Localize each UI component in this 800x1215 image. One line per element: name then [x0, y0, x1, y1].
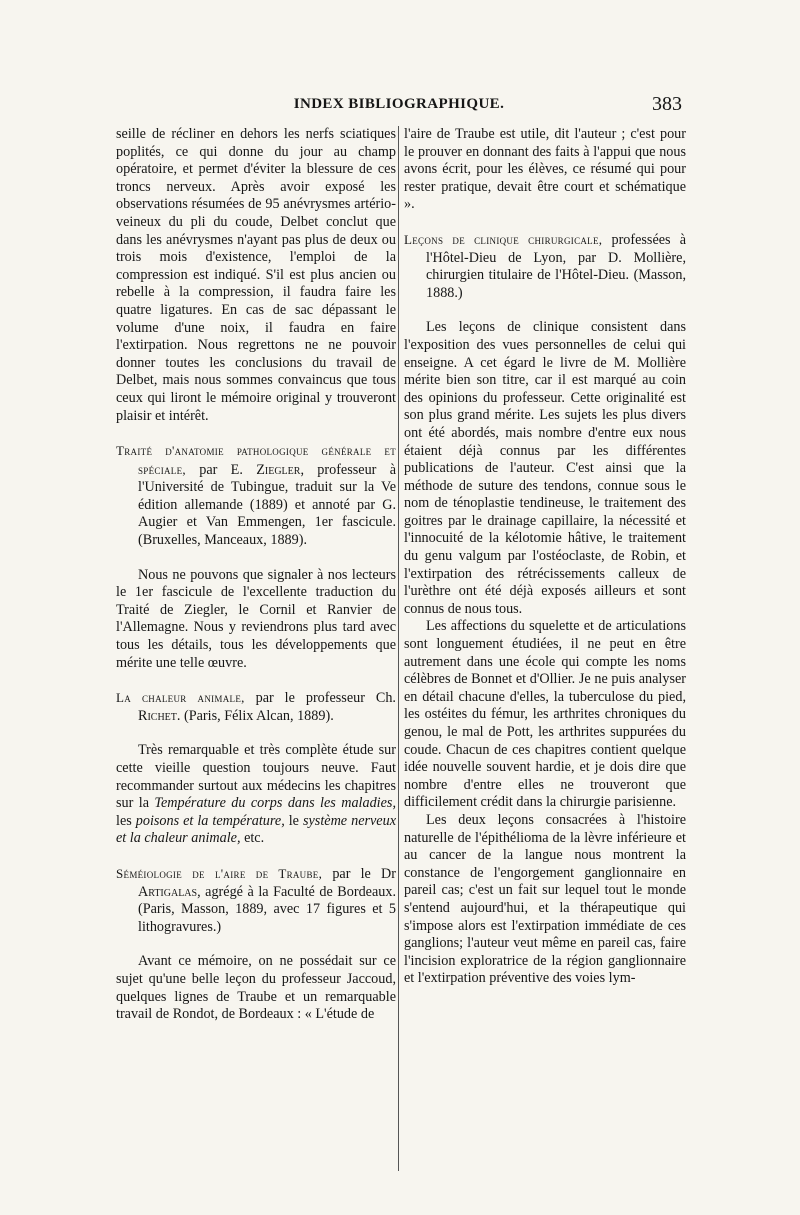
bibliography-entry-ziegler: Traité d'anatomie pathologique générale et spéciale, par E. Ziegler, professeur à l'Université de Tubingue, traduit sur la Ve édition allemande (1889) et annoté par G. Augier et Van Emmengen, 1er fascicule. (Bruxelles, Manceaux, 1889).	[116, 443, 396, 549]
paragraph-skeleton-affections: Les affections du squelette et de articulations sont longuement étudiées, il ne peut en être autrement dans une école qui compte les noms célèbres de Bonnet et d'Ollier. Je ne puis analyser en détail chacune d'elles, la tuberculose du pied, les ostéites du fémur, les arthrites chroniques du genou, le mal de Pott, les arthrites suppurées du coude. Chacun de ces chapitres contient quelque idée nouvelle souvent hardie, et je dois dire que nombre d'entre elles ne trouveront que difficilement crédit dans la chirurgie parisienne.	[404, 618, 686, 811]
left-column	[116, 126, 396, 1024]
text-columns	[116, 126, 686, 1176]
entry-author: Artigalas	[138, 883, 198, 900]
paragraph-molliere-review: Les leçons de clinique consistent dans l'exposition des vues personnelles de celui qui enseigne. A cet égard le livre de M. Mollière mérite bien son titre, car il est marqué au coin des opinions du professeur. Cette originalité est son plus grand mérite. Les sujets les plus divers ont été abordés, mais nombre d'entre eux nous étaient déjà connus par les différentes publications de l'auteur. C'est ainsi que la méthode de suture des tendons, connue sous le nom de ténoplastie tendineuse, le traitement des goitres par le drainage capillaire, la nécessité et l'innocuité de la kélotomie hâtive, le traitement du genu valgum par l'ostéoclaste, de Robin, et l'extirpation des rétrécissements calleux de l'urèthre ont été déjà exposés ailleurs et sont connus de nous tous.	[404, 319, 686, 617]
paragraph-ziegler-review: Nous ne pouvons que signaler à nos lecteurs le 1er fascicule de l'excellente traduction du Traité de Ziegler, le Cornil et Ranvier de l'Allemagne. Nous y reviendrons plus tard avec tous les détails, tous les développements que mérite une telle œuvre.	[116, 566, 396, 671]
bibliography-entry-molliere: Leçons de clinique chirurgicale, professées à l'Hôtel-Dieu de Lyon, par D. Mollière, chirurgien titulaire de l'Hôtel-Dieu. (Masson, 1888.)	[404, 231, 686, 301]
running-title: INDEX BIBLIOGRAPHIQUE.	[293, 96, 505, 112]
right-column	[404, 126, 686, 988]
entry-author: Ziegler	[256, 461, 301, 478]
bibliography-entry-richet: La chaleur animale, par le professeur Ch. Richet. (Paris, Félix Alcan, 1889).	[116, 690, 396, 724]
entry-author: Richet	[138, 707, 177, 724]
paragraph-delbet-conclusion: seille de récliner en dehors les nerfs sciatiques poplités, ce qui donne du jour au champ opératoire, et permet d'éviter la blessure de ces troncs nerveux. Après avoir exposé les observations résumées de 95 anévrysmes artério-veineux du pli du coude, Delbet conclut que dans les anévrysmes n'ayant pas plus de deux ou trois mois d'existence, l'emploi de la compression est indiqué. S'il est plus ancien ou rebelle à la compression, il faudra faire les quatre ligatures. En cas de sac dépassant le volume d'une noix, il faudra en faire l'extirpation. Nous regrettons ne ne pouvoir donner toutes les conclusions du travail de Delbet, mais nous sommes convaincus que tous ceux qui liront le mémoire original y trouveront plaisir et intérêt.	[116, 126, 396, 424]
bibliography-entry-artigalas: Séméiologie de l'aire de Traube, par le Dr Artigalas, agrégé à la Faculté de Bordeaux. (Paris, Masson, 1889, avec 17 figures et 5 lithogravures.)	[116, 865, 397, 935]
entry-title: Leçons de clinique chirurgicale,	[404, 231, 603, 247]
paragraph-artigalas-review: Avant ce mémoire, on ne possédait sur ce sujet qu'une belle leçon du professeur Jaccoud, quelques lignes de Traube et un remarquable travail de Rondot, de Bordeaux : « L'étude de	[116, 953, 396, 1023]
paragraph-epithelioma: Les deux leçons consacrées à l'histoire naturelle de l'épithélioma de la lèvre inférieure et au cancer de la langue nous montrent la constance de l'engorgement ganglionnaire en pareil cas; c'est un fait sur lequel tout le monde s'entend aujourd'hui, et la thérapeutique qui s'impose alors est l'extirpation immédiate de ces ganglions; l'auteur veut même en pareil cas, faire l'incision exploratrice de la région ganglionnaire et l'extirpation préventive des voies lym-	[404, 811, 686, 987]
column-divider	[398, 126, 399, 1171]
entry-title: Séméiologie de l'aire de Traube,	[116, 865, 323, 881]
entry-title: Traité d'anatomie pathologique générale et spéciale,	[116, 443, 396, 477]
entry-title: La chaleur animale,	[116, 690, 245, 706]
page-number: 383	[652, 93, 682, 115]
page-header	[116, 93, 682, 124]
paragraph-traube-quote: l'aire de Traube est utile, dit l'auteur ; c'est pour le prouver en donnant des faits à l'appui que nous avons écrit, pour les élèves, ce résumé qui pour rester pratique, devait être court et schématique ».	[404, 126, 686, 213]
paragraph-richet-review: Très remarquable et très complète étude sur cette vieille question toujours neuve. Faut recommander surtout aux médecins les chapitres sur la Température du corps dans les maladies, les poisons et la température, le système nerveux et la chaleur animale, etc.	[116, 742, 396, 847]
